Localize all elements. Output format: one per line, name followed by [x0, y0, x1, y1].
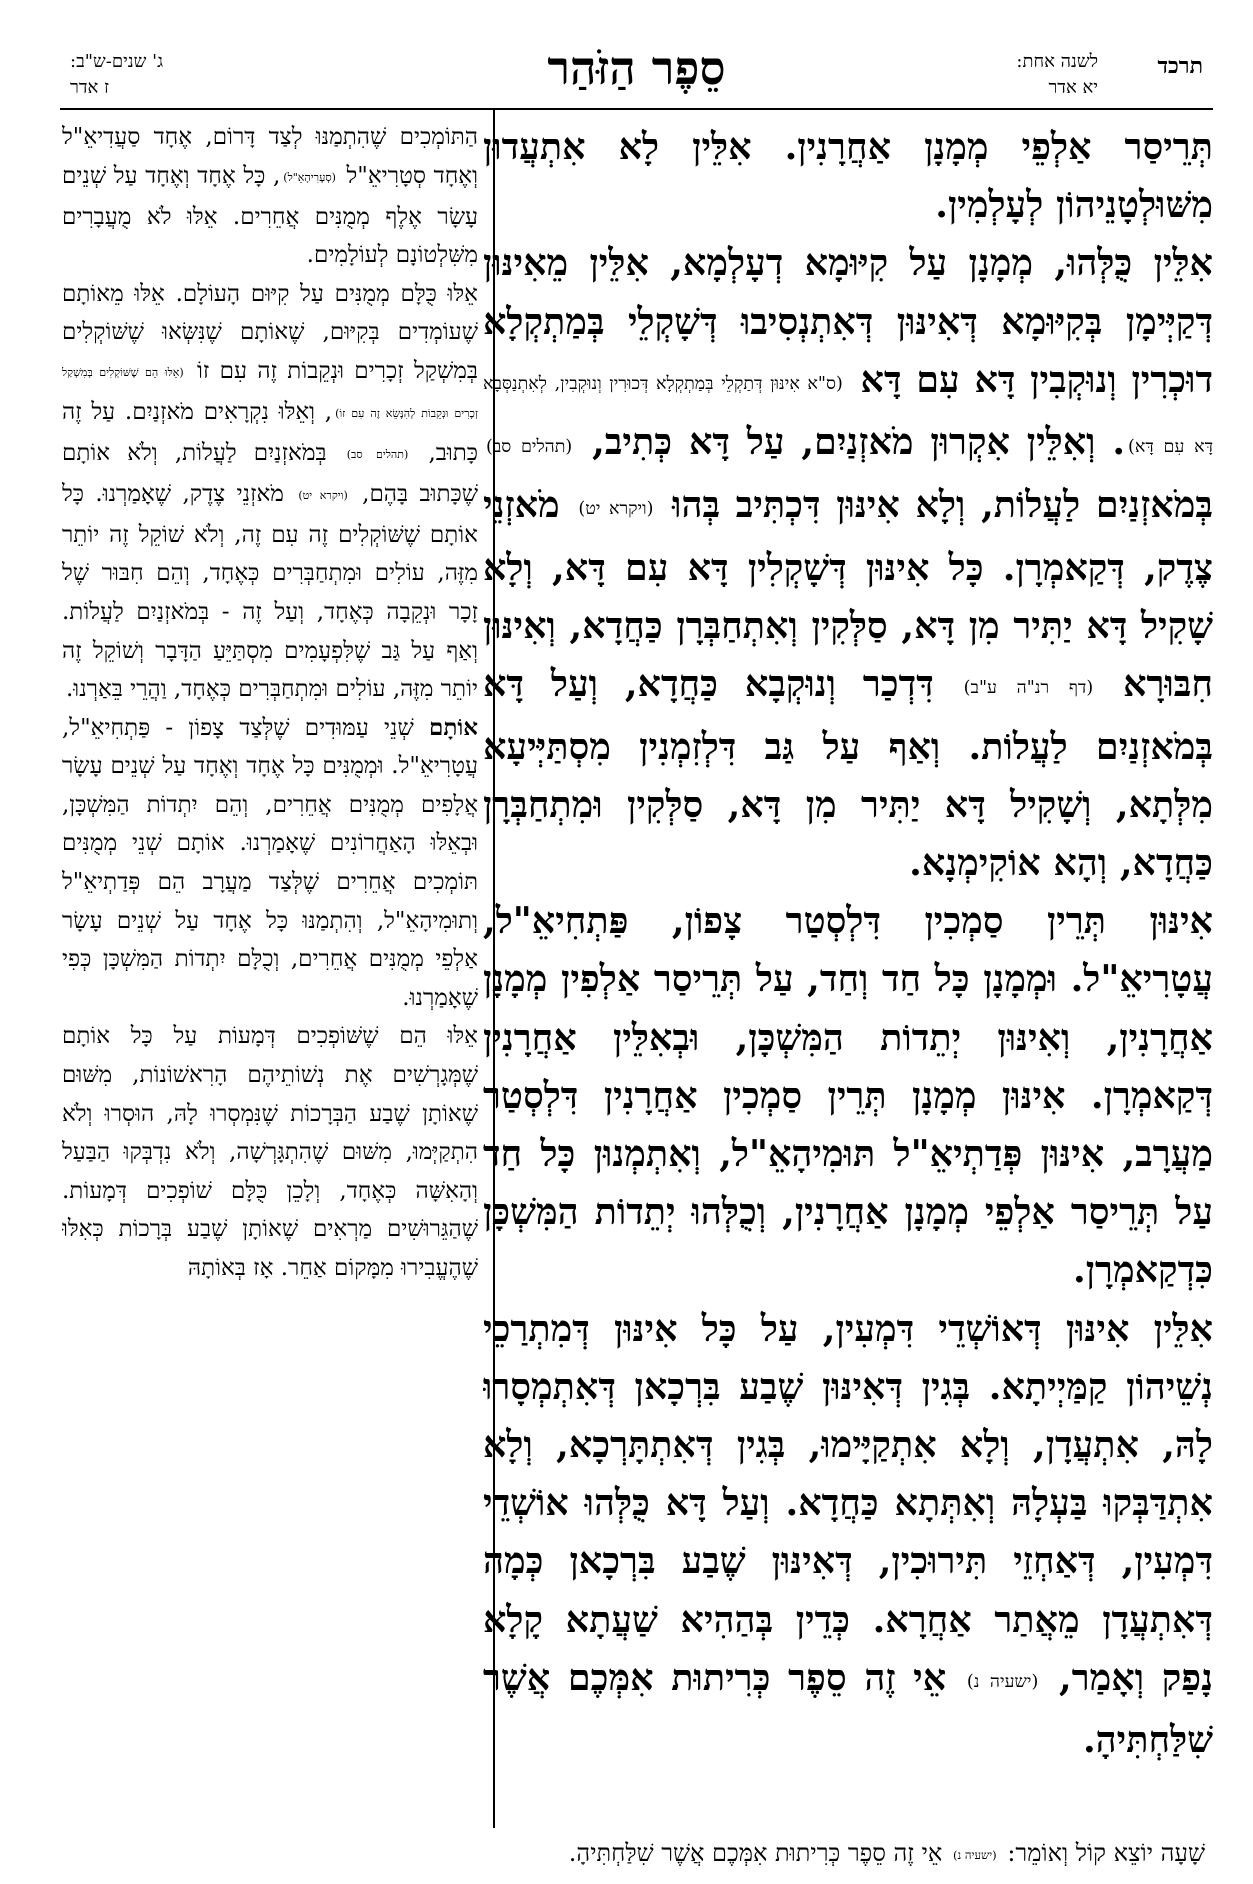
- three-year-label: ג' שנים-ש"ב:: [70, 51, 164, 72]
- scripture-reference: (ויקרא יט): [578, 499, 654, 520]
- paragraph-text: מֹאזְנֵי צֶדֶק, שֶׁאָמַרְנוּ. כָּל אוֹתָם שֶׁשּׁוֹקְלִים זֶה עִם זֶה, וְלֹא שׁוֹקֵל זֶה יוֹתֵר מִזֶּה, עוֹלִים וּמִתְחַבְּרִים כְּאֶחָד, וְהֵם חִבּוּר שֶׁל זָכָר וּנְקֵבָה כְּאֶחָד, וְעַל זֶה - בְּמֹאזְנַיִם לַעֲלוֹת. וְאַף עַל גַּב שֶׁלִּפְעָמִים מִסְתַּיֵּעַ הַדָּבָר וְשׁוֹקֵל זֶה יוֹתֵר מִזֶּה, עוֹלִים וּמִתְחַבְּרִים כְּאֶחָד, וַהֲרֵי בֵּאַרְנוּ.: [62, 480, 478, 703]
- translation-paragraph-2: [62, 275, 478, 709]
- paragraph-text: , כָּל אֶחָד וְאֶחָד עַל שְׁנֵים עָשָׂר אֶלֶף מְמֻנִּים אֲחֵרִים. אֵלּוּ לֹא מֻעֲבָרִים מִשִּׁלְטוֹנָם לְעוֹלָמִים.: [62, 162, 478, 269]
- paragraph-text: בְּמֹאזְנַיִם לַעֲלוֹת, וְלָא אִינּוּן דִּכְתִּיב בְּהוּ: [672, 482, 1213, 526]
- aramaic-text-column: [483, 118, 1213, 1818]
- aramaic-paragraph-1: [483, 118, 1213, 234]
- translation-paragraph-1: [62, 118, 478, 275]
- translation-paragraph-3: [62, 709, 478, 1018]
- header-rule: [60, 108, 1213, 110]
- scripture-reference: (ישעיה נ): [966, 1672, 1039, 1693]
- footer-text: שָׁעָה יוֹצֵא קוֹל וְאוֹמֵר:: [1007, 1839, 1205, 1867]
- paragraph-text: תְּרֵיסַר אַלְפֵי מְמָנָן אַחֲרָנִין. אִלֵּין לָא אִתְעֲדוּן מִשּׁוּלְטָנֵיהוֹן לְעָלְמִין.: [483, 125, 1213, 227]
- scripture-reference: (ויקרא יט): [298, 489, 348, 503]
- variant-note: (סְעָרִיהָאֵ"ל): [283, 170, 336, 184]
- scripture-reference: (תהלים סב): [346, 448, 409, 462]
- paragraph-text: אִלֵּין אִינּוּן דְּאוֹשְׁדֵי דִּמְעִין, עַל כָּל אִינּוּן דְּמִתְרַכֵי נְשֵׁיהוֹן קַמַּיְיתָא. בְּגִין דְּאִינּוּן שֶׁבַע בִּרְכָאן דְּאִתְמְסָרוּ לָהּ, אִתְעֲדָן, וְלָא אִתְקַיָּימוּ, בְּגִין דְּאִתְתָּרְכָא, וְלָא אִתְדַּבְּקוּ בַּעְלָהּ וְאִתְּתָא כַּחֲדָא. וְעַל דָּא כֻּלְּהוּ אוֹשְׁדֵי דִּמְעִין, דְּאַחְזֵי תִּירוּכִין, דְּאִינּוּן שֶׁבַע בִּרְכָאן כְּמָה דְּאִתְעֲדָן מֵאֲתַר אַחֲרָא. כְּדֵין בְּהַהִיא שַׁעֲתָא קָלָא נָפַק וְאָמַר,: [483, 1306, 1213, 1699]
- paragraph-text: , וְאֵלּוּ נִקְרָאִים מֹאזְנַיִם. עַל זֶה כָּתוּב,: [62, 398, 478, 466]
- footer-text: אֵי זֶה סֵפֶר כְּרִיתוּת אִמְּכֶם אֲשֶׁר שִׁלַּחְתִּיהָ.: [568, 1839, 943, 1867]
- paragraph-text: אֵלּוּ הֵם שֶׁשּׁוֹפְכִים דְּמָעוֹת עַל כָּל אוֹתָם שֶׁמְּגָרְשִׁים אֶת נְשׁוֹתֵיהֶם הָרִאשׁוֹנוֹת, מִשּׁוּם שֶׁאוֹתָן שֶׁבַע הַבְּרָכוֹת שֶׁנִּמְסְרוּ לָהּ, הוּסְרוּ וְלֹא הִתְקַיְּמוּ, מִשּׁוּם שֶׁהִתְגָּרְשָׁה, וְלֹא נִדְבְּקוּ הַבַּעַל וְהָאִשָּׁה כְּאֶחָד, וְלָכֵן כֻּלָּם שׁוֹפְכִים דְּמָעוֹת. שֶׁהַגֵּרוּשִׁים מַרְאִים שֶׁאוֹתָן שֶׁבַע בְּרָכוֹת כְּאִלּוּ שֶׁהֶעֱבִירוּ מִמָּקוֹם אַחֵר. אָז בְּאוֹתָהּ: [62, 1023, 478, 1282]
- three-year-date: ז אדר: [70, 76, 110, 98]
- book-title: סֵפֶר הַזֹּהַר: [547, 41, 726, 95]
- paragraph-text: אֵלּוּ כֻּלָּם מְמֻנִּים עַל קִיּוּם הָעוֹלָם. אֵלּוּ מֵאוֹתָם שֶׁעוֹמְדִים בְּקִיּוּם, שֶׁאוֹתָם שֶׁנִּשְּׂאוּ שֶׁשּׁוֹקְלִים בְּמִשְׁקַל זְכָרִים וּנְקֵבוֹת זֶה עִם זוֹ: [62, 280, 478, 384]
- paragraph-text: אֵי זֶה סֵפֶר כְּרִיתוּת אִמְּכֶם אֲשֶׁר שִׁלַּחְתִּיהָ.: [483, 1655, 1213, 1762]
- page-header: [60, 41, 1213, 105]
- scripture-reference: (ישעיה נ): [952, 1848, 997, 1863]
- hebrew-translation-column: [62, 118, 478, 1808]
- aramaic-paragraph-3: [483, 892, 1213, 1299]
- paragraph-text: דִּדְכַר וְנוּקְבָא כַּחֲדָא, וְעַל דָּא בְּמֹאזְנַיִם לַעֲלוֹת. וְאַף עַל גַּב דִּלְזִמְנִין מִסְתַּיְּיעָא מִלְּתָא, וְשָׁקִיל דָּא יַתִּיר מִן דָּא, סַלְּקִין וּמִתְחַבְּרָן כַּחֲדָא, וְהָא אוֹקִימְנָא.: [483, 661, 1213, 884]
- page-reference: (דף רנ"ה ע"ב): [963, 678, 1094, 699]
- paragraph-text: שְׁנֵי עַמּוּדִים שֶׁלְּצַד צָפוֹן - פַּתְחִיאֵ"ל, עֲטָרִיאֵ"ל. וּמְמֻנִּים כָּל אֶחָד וְאֶחָד עַל שְׁנֵים עָשָׂר אֲלָפִים מְמֻנִּים אֲחֵרִים, וְהֵם יִתְדוֹת הַמִּשְׁכָּן, וּבְאֵלּוּ הָאַחֲרוֹנִים שֶׁאָמַרְנוּ. אוֹתָם שְׁנֵי מְמֻנִּים תּוֹמְכִים אֲחֵרִים שֶׁלְּצַד מַעֲרָב הֵם פְּדַתְיאֵ"ל וְתוּמִיהָאֵ"ל, וְהִתְמַנּוּ כָּל אֶחָד עַל שְׁנֵים עָשָׂר אַלְפֵי מְמֻנִּים אֲחֵרִים, וְכֻלָּם יִתְדוֹת הַמִּשְׁכָּן כְּפִי שֶׁאָמַרְנוּ.: [62, 714, 478, 1011]
- paragraph-text: בְּמֹאזְנַיִם לַעֲלוֹת, וְלֹא אוֹתָם שֶׁכָּתוּב בָּהֶם,: [62, 439, 478, 507]
- aramaic-paragraph-4: [483, 1300, 1213, 1770]
- scripture-reference: (תהלים סב): [486, 436, 573, 457]
- variant-note: (אֵלּוּ הֵם שֶׁשּׁוֹקְלִים בְּמִשְׁקַל זְכָרִים וּנְקֵבוֹת לְהִנָּשֵׂא זֶה עִם זוֹ): [62, 366, 478, 421]
- variant-note: (ס"א אִינּוּן דְּתַקְלֵי בְּמַתְקְלָא דְּכוּרִין וְנוּקְבִין, לְאִתְנַסְּבָא דָּא עִם דָּא): [483, 374, 1213, 457]
- footer-continuation-line: [62, 1833, 1205, 1873]
- three-year-schedule: [70, 51, 163, 98]
- aramaic-paragraph-2: [483, 234, 1213, 892]
- paragraph-text: אִלֵּין כֻּלְּהוּ, מְמָנָן עַל קִיּוּמָא דְעָלְמָא, אִלֵּין מֵאִינּוּן דְּקַיְּימָן בְּקִיּוּמָא דְּאִינּוּן דְּאִתְנְסִיבוּ דְּשָׁקְלֵי בְּמַתְקְלָא דוּכְרִין וְנוּקְבִין דָּא עִם דָּא: [483, 241, 1213, 401]
- page-number: תרכד: [1157, 53, 1203, 79]
- one-year-label: לשנה אחת:: [1016, 51, 1098, 72]
- paragraph-text: . וְאִלֵּין אִקְרוּן מֹאזְנַיִם, עַל דָּא כְּתִיב,: [592, 420, 1126, 464]
- translation-paragraph-4: [62, 1017, 478, 1287]
- one-year-date: יא אדר: [1048, 76, 1098, 98]
- paragraph-text: אִינּוּן תְּרֵין סַמְכִין דִּלְסְטַר צָפוֹן, פַּתְחִיאֵ"ל, עֲטָרִיאֵ"ל. וּמְמָנָן כָּל חַד וְחַד, עַל תְּרֵיסַר אַלְפִין מְמָנָן אַחֲרָנִין, וְאִינּוּן יְתֵדוֹת הַמִּשְׁכָּן, וּבְאִלֵּין אַחֲרָנִין דְּקַאמְרָן. אִינּוּן מְמָנָן תְּרֵין סַמְכִין אַחֲרָנִין דִּלְסְטַר מַעֲרָב, אִינּוּן פְּדַתְיאֵ"ל תּוּמִיהָאֵ"ל, וְאִתְמְנוּן כָּל חַד עַל תְּרֵיסַר אַלְפֵי מְמָנָן אַחֲרָנִין, וְכֻלְּהוּ יְתֵדוֹת הַמִּשְׁכָּן כִּדְקַאמְרָן.: [483, 899, 1213, 1292]
- paragraph-text: מֹאזְנֵי צֶדֶק, דְּקַאמְרָן. כָּל אִינּוּן דְּשָׁקְלִין דָּא עִם דָּא, וְלָא שָׁקִיל דָּא יַתִּיר מִן דָּא, סַלְּקִין וְאִתְחַבְּרָן כַּחֲדָא, וְאִינּוּן חִבּוּרָא: [483, 482, 1213, 705]
- paragraph-text: הַתּוֹמְכִים שֶׁהִתְמַנּוּ לְצַד דָּרוֹם, אֶחָד סַעֲדִיאֵ"ל וְאֶחָד סְטָרִיאֵ"ל: [62, 124, 478, 189]
- paragraph-lead-word: אוֹתָם: [428, 713, 478, 741]
